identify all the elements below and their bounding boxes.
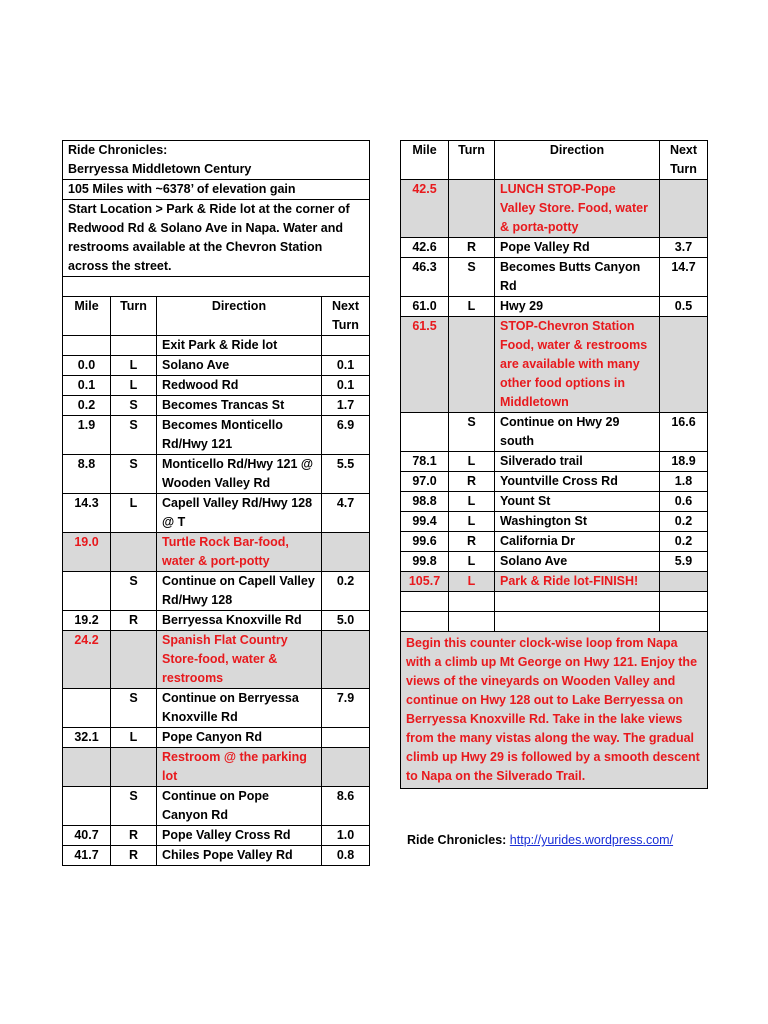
right-cue-row bbox=[401, 492, 708, 512]
mile-cell: 41.7 bbox=[63, 846, 111, 866]
left-cue-row bbox=[63, 455, 370, 494]
right-cue-row bbox=[401, 238, 708, 258]
turn-cell bbox=[449, 317, 495, 413]
left-cue-row bbox=[63, 631, 370, 689]
turn-cell bbox=[111, 631, 157, 689]
next-turn-cell: 1.7 bbox=[322, 396, 370, 416]
turn-cell: R bbox=[449, 532, 495, 552]
mile-cell: 42.5 bbox=[401, 180, 449, 238]
spacer-row bbox=[401, 612, 708, 632]
direction-cell: Continue on Hwy 29 south bbox=[495, 413, 660, 452]
next-turn-cell: 18.9 bbox=[660, 452, 708, 472]
direction-cell: Continue on Capell Valley Rd/Hwy 128 bbox=[157, 572, 322, 611]
col-header-turn: Turn bbox=[111, 297, 157, 336]
right-cue-row bbox=[401, 452, 708, 472]
mile-cell: 0.0 bbox=[63, 356, 111, 376]
left-cue-row bbox=[63, 826, 370, 846]
turn-cell: S bbox=[111, 572, 157, 611]
mile-cell: 61.5 bbox=[401, 317, 449, 413]
start-location-text: Start Location > Park & Ride lot at the corner of Redwood Rd & Solano Ave in Napa. Water and restrooms available at the Chevron Station across the street. bbox=[63, 200, 370, 277]
direction-cell: Becomes Trancas St bbox=[157, 396, 322, 416]
right-column-header-row bbox=[401, 141, 708, 180]
left-cue-row bbox=[63, 748, 370, 787]
mile-cell: 19.0 bbox=[63, 533, 111, 572]
right-cue-row bbox=[401, 472, 708, 492]
col-header-direction: Direction bbox=[495, 141, 660, 180]
turn-cell: S bbox=[111, 455, 157, 494]
mile-cell: 99.8 bbox=[401, 552, 449, 572]
next-turn-cell: 0.8 bbox=[322, 846, 370, 866]
mile-cell bbox=[63, 748, 111, 787]
mile-cell: 105.7 bbox=[401, 572, 449, 592]
route-notes-row bbox=[401, 632, 708, 789]
direction-cell: Continue on Berryessa Knoxville Rd bbox=[157, 689, 322, 728]
next-turn-cell: 0.1 bbox=[322, 356, 370, 376]
direction-cell: Chiles Pope Valley Rd bbox=[157, 846, 322, 866]
direction-cell: Hwy 29 bbox=[495, 297, 660, 317]
col-header-mile: Mile bbox=[63, 297, 111, 336]
next-turn-cell: 7.9 bbox=[322, 689, 370, 728]
next-turn-cell bbox=[322, 631, 370, 689]
start-location-row bbox=[63, 200, 370, 277]
turn-cell bbox=[449, 180, 495, 238]
turn-cell: R bbox=[111, 611, 157, 631]
direction-cell: LUNCH STOP-Pope Valley Store. Food, water & porta-potty bbox=[495, 180, 660, 238]
direction-cell: Yountville Cross Rd bbox=[495, 472, 660, 492]
direction-cell: Capell Valley Rd/Hwy 128 @ T bbox=[157, 494, 322, 533]
next-turn-cell: 4.7 bbox=[322, 494, 370, 533]
footer-label: Ride Chronicles: bbox=[407, 833, 510, 847]
left-cue-row bbox=[63, 336, 370, 356]
turn-cell: L bbox=[111, 494, 157, 533]
elevation-row bbox=[63, 180, 370, 200]
next-turn-cell: 6.9 bbox=[322, 416, 370, 455]
right-cue-row bbox=[401, 572, 708, 592]
next-turn-cell: 8.6 bbox=[322, 787, 370, 826]
next-turn-cell: 14.7 bbox=[660, 258, 708, 297]
turn-cell: L bbox=[449, 572, 495, 592]
mile-cell: 78.1 bbox=[401, 452, 449, 472]
left-column-header-row bbox=[63, 297, 370, 336]
direction-cell: Monticello Rd/Hwy 121 @ Wooden Valley Rd bbox=[157, 455, 322, 494]
blog-link[interactable]: http://yurides.wordpress.com/ bbox=[509, 833, 674, 847]
turn-cell: L bbox=[111, 728, 157, 748]
right-cue-sheet-table bbox=[400, 140, 708, 789]
footer bbox=[407, 831, 673, 849]
right-cue-row bbox=[401, 512, 708, 532]
direction-cell: Pope Canyon Rd bbox=[157, 728, 322, 748]
turn-cell: S bbox=[111, 787, 157, 826]
direction-cell: Pope Valley Rd bbox=[495, 238, 660, 258]
ride-title-line2: Berryessa Middletown Century bbox=[68, 162, 252, 176]
left-cue-sheet-table bbox=[62, 140, 370, 866]
next-turn-cell: 16.6 bbox=[660, 413, 708, 452]
turn-cell bbox=[111, 533, 157, 572]
mile-cell: 32.1 bbox=[63, 728, 111, 748]
mile-cell: 24.2 bbox=[63, 631, 111, 689]
direction-cell: California Dr bbox=[495, 532, 660, 552]
mile-cell: 99.6 bbox=[401, 532, 449, 552]
mile-cell bbox=[63, 336, 111, 356]
left-cue-row bbox=[63, 356, 370, 376]
col-header-next-turn: Next Turn bbox=[322, 297, 370, 336]
mile-cell: 98.8 bbox=[401, 492, 449, 512]
turn-cell: S bbox=[449, 258, 495, 297]
next-turn-cell: 3.7 bbox=[660, 238, 708, 258]
mile-cell: 0.1 bbox=[63, 376, 111, 396]
mile-cell: 14.3 bbox=[63, 494, 111, 533]
mile-cell: 1.9 bbox=[63, 416, 111, 455]
next-turn-cell bbox=[322, 336, 370, 356]
direction-cell: STOP-Chevron Station Food, water & restrooms are available with many other food options in Middletown bbox=[495, 317, 660, 413]
right-cue-row bbox=[401, 297, 708, 317]
mile-cell: 19.2 bbox=[63, 611, 111, 631]
direction-cell: Spanish Flat Country Store-food, water & restrooms bbox=[157, 631, 322, 689]
col-header-direction: Direction bbox=[157, 297, 322, 336]
direction-cell: Yount St bbox=[495, 492, 660, 512]
turn-cell: S bbox=[111, 689, 157, 728]
col-header-turn: Turn bbox=[449, 141, 495, 180]
direction-cell: Berryessa Knoxville Rd bbox=[157, 611, 322, 631]
direction-cell: Washington St bbox=[495, 512, 660, 532]
next-turn-cell bbox=[660, 180, 708, 238]
turn-cell: L bbox=[111, 356, 157, 376]
turn-cell: L bbox=[449, 492, 495, 512]
turn-cell: L bbox=[449, 552, 495, 572]
direction-cell: Restroom @ the parking lot bbox=[157, 748, 322, 787]
mile-cell: 99.4 bbox=[401, 512, 449, 532]
left-cue-row bbox=[63, 689, 370, 728]
turn-cell: R bbox=[111, 826, 157, 846]
left-cue-row bbox=[63, 787, 370, 826]
direction-cell: Redwood Rd bbox=[157, 376, 322, 396]
mile-cell: 46.3 bbox=[401, 258, 449, 297]
next-turn-cell: 5.9 bbox=[660, 552, 708, 572]
next-turn-cell: 0.1 bbox=[322, 376, 370, 396]
route-notes-text: Begin this counter clock-wise loop from Napa with a climb up Mt George on Hwy 121. Enjoy the views of the vineyards on Wooden Valley and continue on Hwy 128 out to Lake Berryessa on Berryessa Knoxville Rd. Take in the lake views from the many vistas along the way. The gradual climb up Hwy 29 is followed by a smooth descent to Napa on the Silverado Trail. bbox=[401, 632, 708, 789]
spacer-row bbox=[401, 592, 708, 612]
turn-cell: R bbox=[449, 472, 495, 492]
turn-cell: L bbox=[111, 376, 157, 396]
next-turn-cell bbox=[660, 572, 708, 592]
right-cue-row bbox=[401, 258, 708, 297]
left-cue-row bbox=[63, 494, 370, 533]
next-turn-cell: 0.6 bbox=[660, 492, 708, 512]
mile-cell: 42.6 bbox=[401, 238, 449, 258]
left-cue-row bbox=[63, 611, 370, 631]
ride-title-line1: Ride Chronicles: bbox=[68, 143, 168, 157]
left-cue-row bbox=[63, 376, 370, 396]
mile-cell bbox=[401, 413, 449, 452]
turn-cell: L bbox=[449, 297, 495, 317]
direction-cell: Continue on Pope Canyon Rd bbox=[157, 787, 322, 826]
next-turn-cell: 1.8 bbox=[660, 472, 708, 492]
next-turn-cell: 5.5 bbox=[322, 455, 370, 494]
next-turn-cell: 5.0 bbox=[322, 611, 370, 631]
next-turn-cell: 0.2 bbox=[660, 532, 708, 552]
right-cue-row bbox=[401, 413, 708, 452]
direction-cell: Turtle Rock Bar-food, water & port-potty bbox=[157, 533, 322, 572]
left-cue-row bbox=[63, 396, 370, 416]
left-cue-row bbox=[63, 416, 370, 455]
left-cue-row bbox=[63, 572, 370, 611]
mile-cell bbox=[63, 787, 111, 826]
col-header-next-turn: Next Turn bbox=[660, 141, 708, 180]
next-turn-cell bbox=[322, 728, 370, 748]
turn-cell: R bbox=[449, 238, 495, 258]
direction-cell: Solano Ave bbox=[157, 356, 322, 376]
turn-cell: L bbox=[449, 452, 495, 472]
direction-cell: Exit Park & Ride lot bbox=[157, 336, 322, 356]
right-cue-row bbox=[401, 180, 708, 238]
mile-cell: 97.0 bbox=[401, 472, 449, 492]
elevation-text: 105 Miles with ~6378’ of elevation gain bbox=[63, 180, 370, 200]
mile-cell: 8.8 bbox=[63, 455, 111, 494]
next-turn-cell: 0.5 bbox=[660, 297, 708, 317]
title-row bbox=[63, 141, 370, 180]
next-turn-cell: 1.0 bbox=[322, 826, 370, 846]
direction-cell: Park & Ride lot-FINISH! bbox=[495, 572, 660, 592]
left-cue-row bbox=[63, 846, 370, 866]
mile-cell: 40.7 bbox=[63, 826, 111, 846]
direction-cell: Pope Valley Cross Rd bbox=[157, 826, 322, 846]
turn-cell: S bbox=[449, 413, 495, 452]
turn-cell bbox=[111, 336, 157, 356]
direction-cell: Solano Ave bbox=[495, 552, 660, 572]
left-cue-row bbox=[63, 728, 370, 748]
next-turn-cell bbox=[322, 533, 370, 572]
direction-cell: Becomes Monticello Rd/Hwy 121 bbox=[157, 416, 322, 455]
next-turn-cell bbox=[660, 317, 708, 413]
right-cue-row bbox=[401, 552, 708, 572]
turn-cell bbox=[111, 748, 157, 787]
right-cue-row bbox=[401, 532, 708, 552]
mile-cell bbox=[63, 572, 111, 611]
mile-cell: 61.0 bbox=[401, 297, 449, 317]
direction-cell: Becomes Butts Canyon Rd bbox=[495, 258, 660, 297]
turn-cell: S bbox=[111, 396, 157, 416]
mile-cell bbox=[63, 689, 111, 728]
next-turn-cell: 0.2 bbox=[660, 512, 708, 532]
right-cue-row bbox=[401, 317, 708, 413]
left-cue-row bbox=[63, 533, 370, 572]
col-header-mile: Mile bbox=[401, 141, 449, 180]
turn-cell: L bbox=[449, 512, 495, 532]
turn-cell: R bbox=[111, 846, 157, 866]
mile-cell: 0.2 bbox=[63, 396, 111, 416]
turn-cell: S bbox=[111, 416, 157, 455]
direction-cell: Silverado trail bbox=[495, 452, 660, 472]
next-turn-cell bbox=[322, 748, 370, 787]
spacer-row bbox=[63, 277, 370, 297]
next-turn-cell: 0.2 bbox=[322, 572, 370, 611]
